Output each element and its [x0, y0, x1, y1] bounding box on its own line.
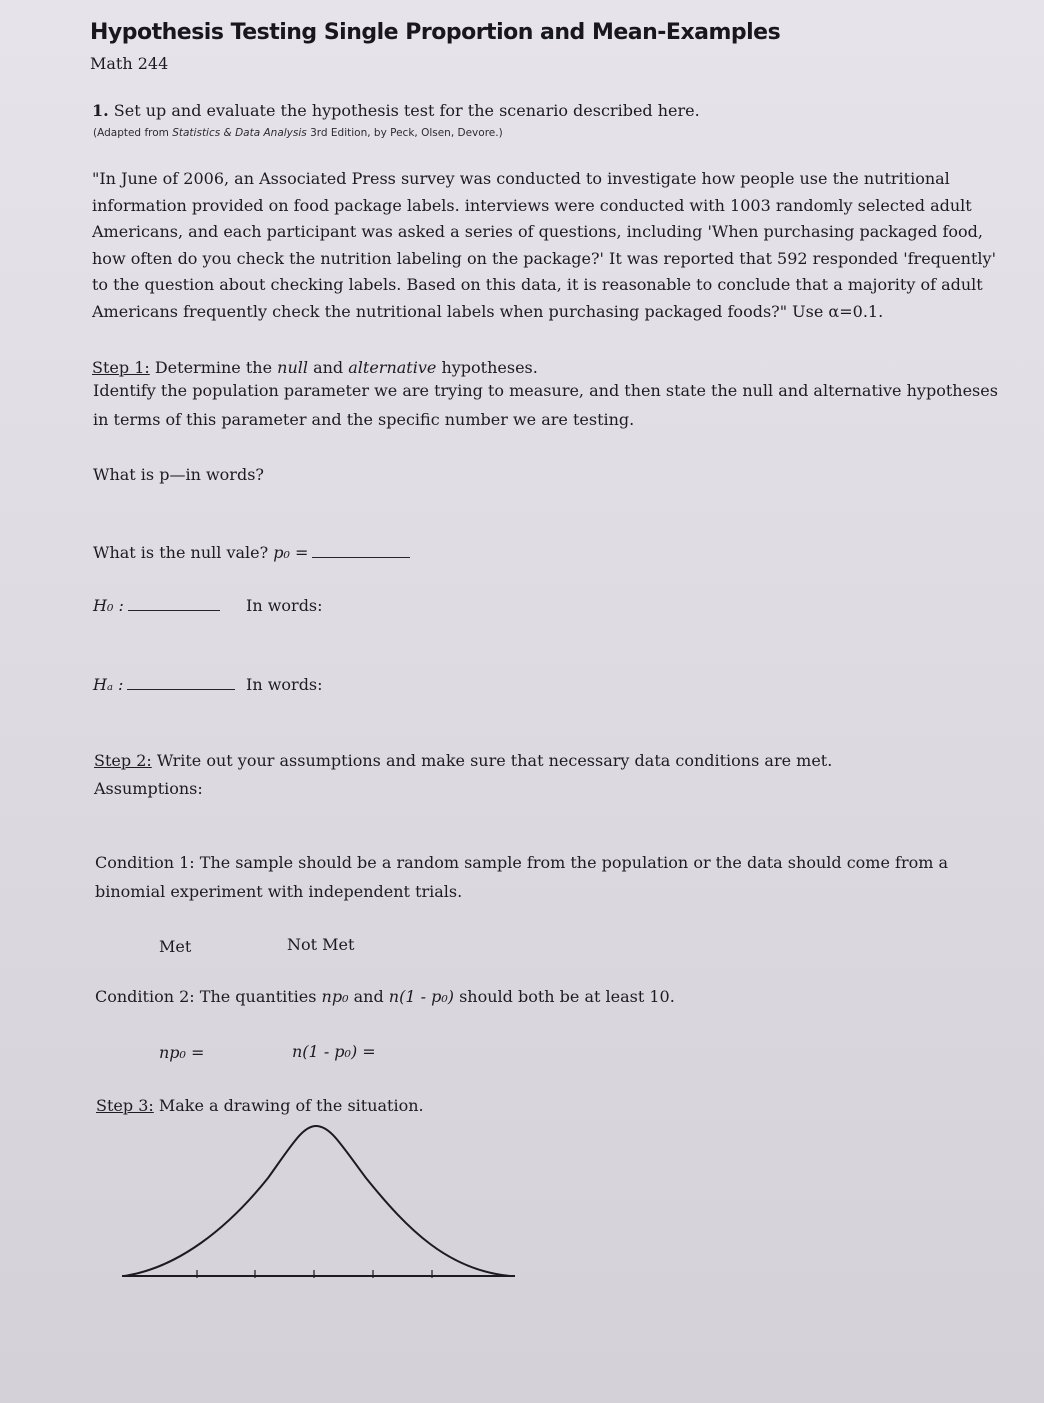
condition2-text — [95, 987, 675, 1006]
null-value-text: What is the null vale? — [93, 543, 274, 562]
h0-blank[interactable] — [128, 610, 220, 611]
h0-label: H₀ : — [93, 596, 124, 615]
course-label: Math 244 — [90, 54, 169, 73]
step3-heading-text: Make a drawing of the situation. — [153, 1096, 424, 1115]
source-suffix: 3rd Edition, by Peck, Olsen, Devore.) — [306, 127, 503, 139]
quote-line: to the question about checking labels. Based on this data, it is reasonable to conclude that a majority of adult — [92, 275, 983, 294]
step2-heading — [94, 751, 832, 770]
condition2-and: and — [348, 987, 389, 1006]
step3-label: Step 3: — [96, 1096, 154, 1115]
step1-instructions-line1: Identify the population parameter we are trying to measure, and then state the null and alternative hypotheses — [93, 381, 998, 400]
null-value-blank[interactable] — [312, 557, 410, 558]
ha-blank[interactable] — [127, 689, 235, 690]
question-text: Set up and evaluate the hypothesis test for the scenario described here. — [113, 101, 700, 120]
ha-in-words-label: In words: — [246, 675, 323, 694]
condition2-post: should both be at least 10. — [453, 987, 675, 1006]
quote-line: information provided on food package labels. interviews were conducted with 1003 randomly selected adult — [92, 195, 972, 215]
null-word: null — [277, 358, 308, 377]
quote-line: how often do you check the nutrition labeling on the package?' It was reported that 592 responded 'frequently' — [92, 248, 996, 268]
normal-curve-drawing — [118, 1118, 522, 1288]
step1-label: Step 1: — [92, 358, 150, 377]
step1-heading-end: hypotheses. — [436, 358, 538, 377]
condition1-line1: Condition 1: The sample should be a random sample from the population or the data should come from a — [95, 853, 949, 872]
question-1-prompt — [92, 101, 700, 120]
h0-in-words-label: In words: — [246, 596, 323, 615]
step3-heading — [96, 1096, 424, 1115]
quote-line: Americans, and each participant was asked a series of questions, including 'When purchasing packaged food, — [92, 222, 983, 241]
step1-heading-and: and — [307, 358, 349, 377]
condition2-np: np₀ — [321, 987, 349, 1006]
condition2-pre: Condition 2: The quantities — [95, 987, 322, 1006]
condition1-line2: binomial experiment with independent trials. — [95, 882, 463, 901]
n1p0-label: n(1 - p₀) = — [292, 1042, 376, 1061]
quote-line: "In June of 2006, an Associated Press survey was conducted to investigate how people use the nutritional — [92, 169, 950, 188]
step1-heading — [92, 358, 538, 377]
p-in-words-question: What is p—in words? — [93, 465, 264, 484]
normal-curve-svg — [118, 1118, 522, 1284]
source-prefix: (Adapted from — [93, 127, 173, 139]
not-met-option[interactable]: Not Met — [287, 935, 355, 954]
step2-label: Step 2: — [94, 751, 152, 770]
source-book: Statistics & Data Analysis — [172, 127, 307, 139]
met-option[interactable]: Met — [159, 937, 192, 956]
quote-line: Americans frequently check the nutritional labels when purchasing packaged foods?" Use α=0.1. — [92, 301, 884, 321]
ha-row — [93, 675, 235, 694]
null-value-question — [93, 543, 410, 562]
source-citation — [93, 127, 503, 139]
h0-row — [93, 596, 220, 615]
alternative-word: alternative — [348, 358, 437, 377]
p0-symbol: p₀ = — [273, 543, 309, 562]
normal-curve — [124, 1126, 510, 1276]
step1-heading-text: Determine the — [149, 358, 278, 377]
step2-heading-text: Write out your assumptions and make sure that necessary data conditions are met. — [151, 751, 833, 770]
assumptions-label: Assumptions: — [94, 779, 203, 798]
condition2-n1p: n(1 - p₀) — [388, 987, 454, 1006]
question-number: 1. — [92, 101, 109, 120]
page-title: Hypothesis Testing Single Proportion and Mean-Examples — [90, 20, 781, 45]
np0-label: np₀ = — [159, 1043, 205, 1062]
scenario-quote — [92, 166, 1022, 325]
ha-label: Hₐ : — [93, 675, 124, 694]
step1-instructions-line2: in terms of this parameter and the specific number we are testing. — [93, 410, 635, 429]
